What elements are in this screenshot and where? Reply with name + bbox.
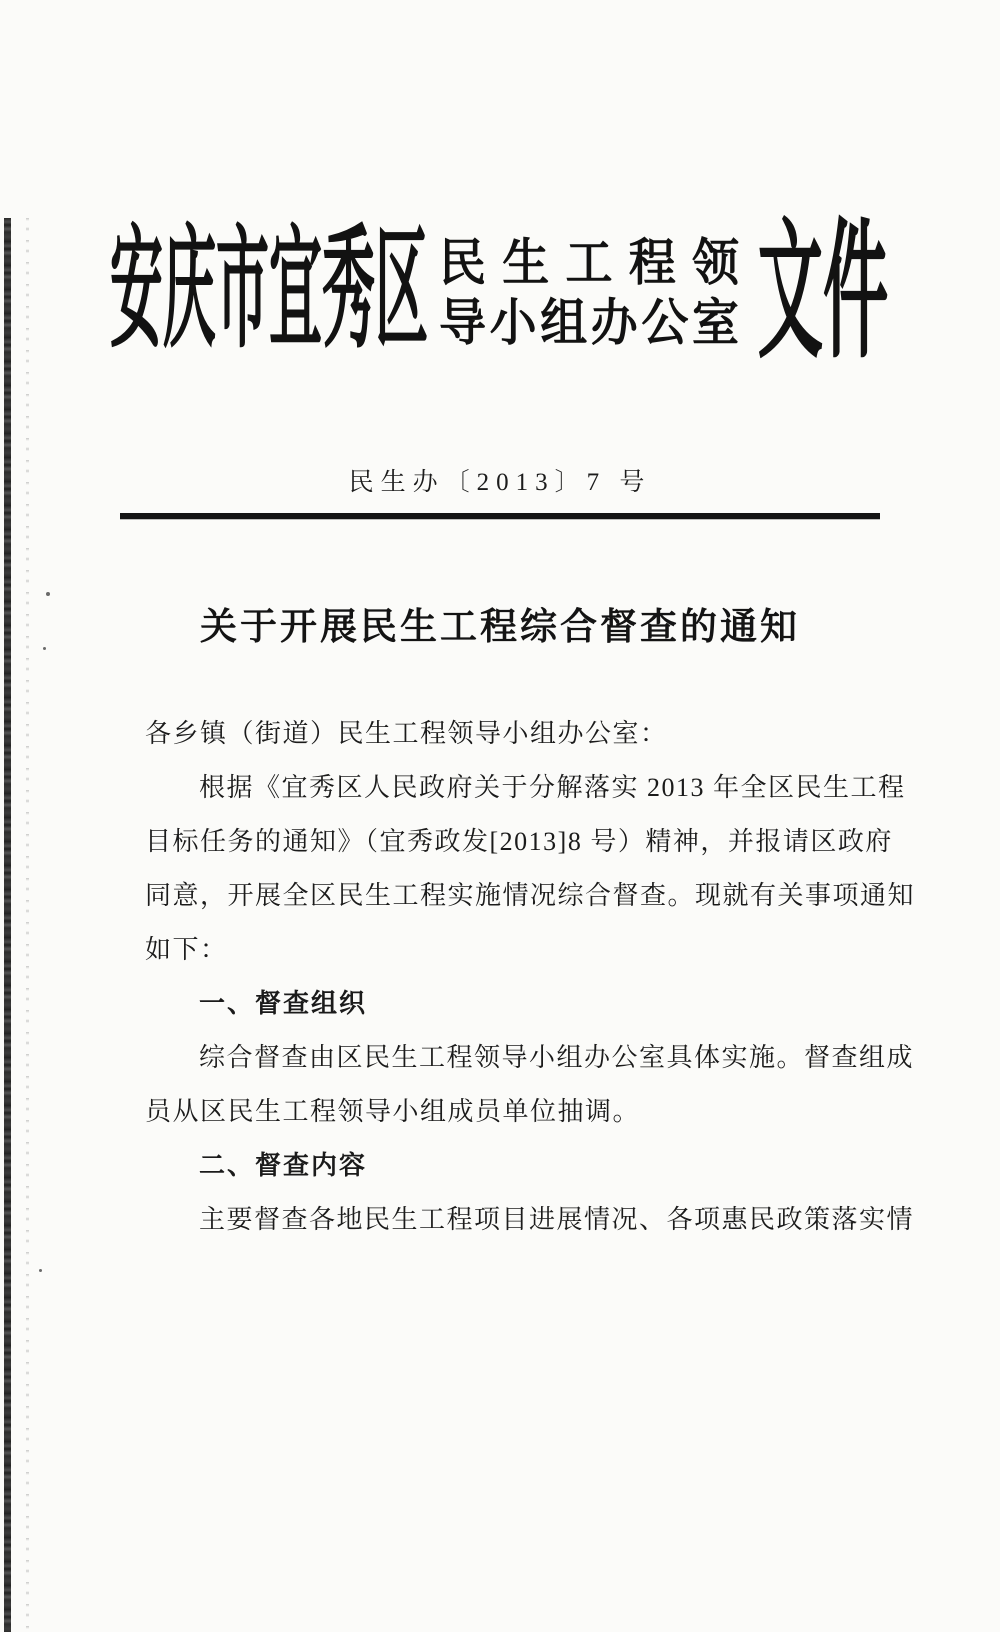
- letterhead: [0, 209, 1000, 377]
- body-line: 根据《宜秀区人民政府关于分解落实 2013 年全区民生工程: [199, 773, 906, 802]
- scan-speck: [39, 1269, 42, 1272]
- document-title: 关于开展民生工程综合督查的通知: [200, 607, 800, 648]
- body-line: 目标任务的通知》（宜秀政发[2013]8 号）精神，并报请区政府: [145, 827, 893, 856]
- document-word: 文件: [757, 209, 889, 377]
- scan-speck: [46, 592, 50, 596]
- body-line-salutation: 各乡镇（街道）民生工程领导小组办公室：: [145, 719, 668, 748]
- document-number: 民生办〔2013〕7 号: [348, 469, 652, 496]
- scanned-document-page: [0, 209, 1000, 1632]
- issuer-name-left: 安庆市宜秀区: [109, 220, 429, 366]
- body-line: 综合督查由区民生工程领导小组办公室具体实施。督查组成: [199, 1043, 915, 1072]
- body-line: 如下：: [145, 935, 228, 964]
- issuer-wrap-line-2: 导小组办公室: [439, 295, 739, 353]
- issuer-name-wrapped: [439, 234, 739, 354]
- scan-edge-artifact: [4, 218, 11, 1632]
- section-heading-2: 二、督查内容: [199, 1151, 368, 1180]
- letterhead-rule: [120, 513, 880, 519]
- body-line: 同意，开展全区民生工程实施情况综合督查。现就有关事项通知: [145, 881, 916, 910]
- issuer-wrap-line-1: 民生工程领: [439, 235, 739, 293]
- scan-edge-faint-line: [26, 218, 29, 1632]
- document-body: [0, 707, 1000, 1247]
- section-heading-1: 一、督查组织: [199, 989, 368, 1018]
- body-line: 员从区民生工程领导小组成员单位抽调。: [145, 1097, 641, 1126]
- scan-speck: [43, 647, 46, 650]
- body-line: 主要督查各地民生工程项目进展情况、各项惠民政策落实情: [199, 1205, 915, 1234]
